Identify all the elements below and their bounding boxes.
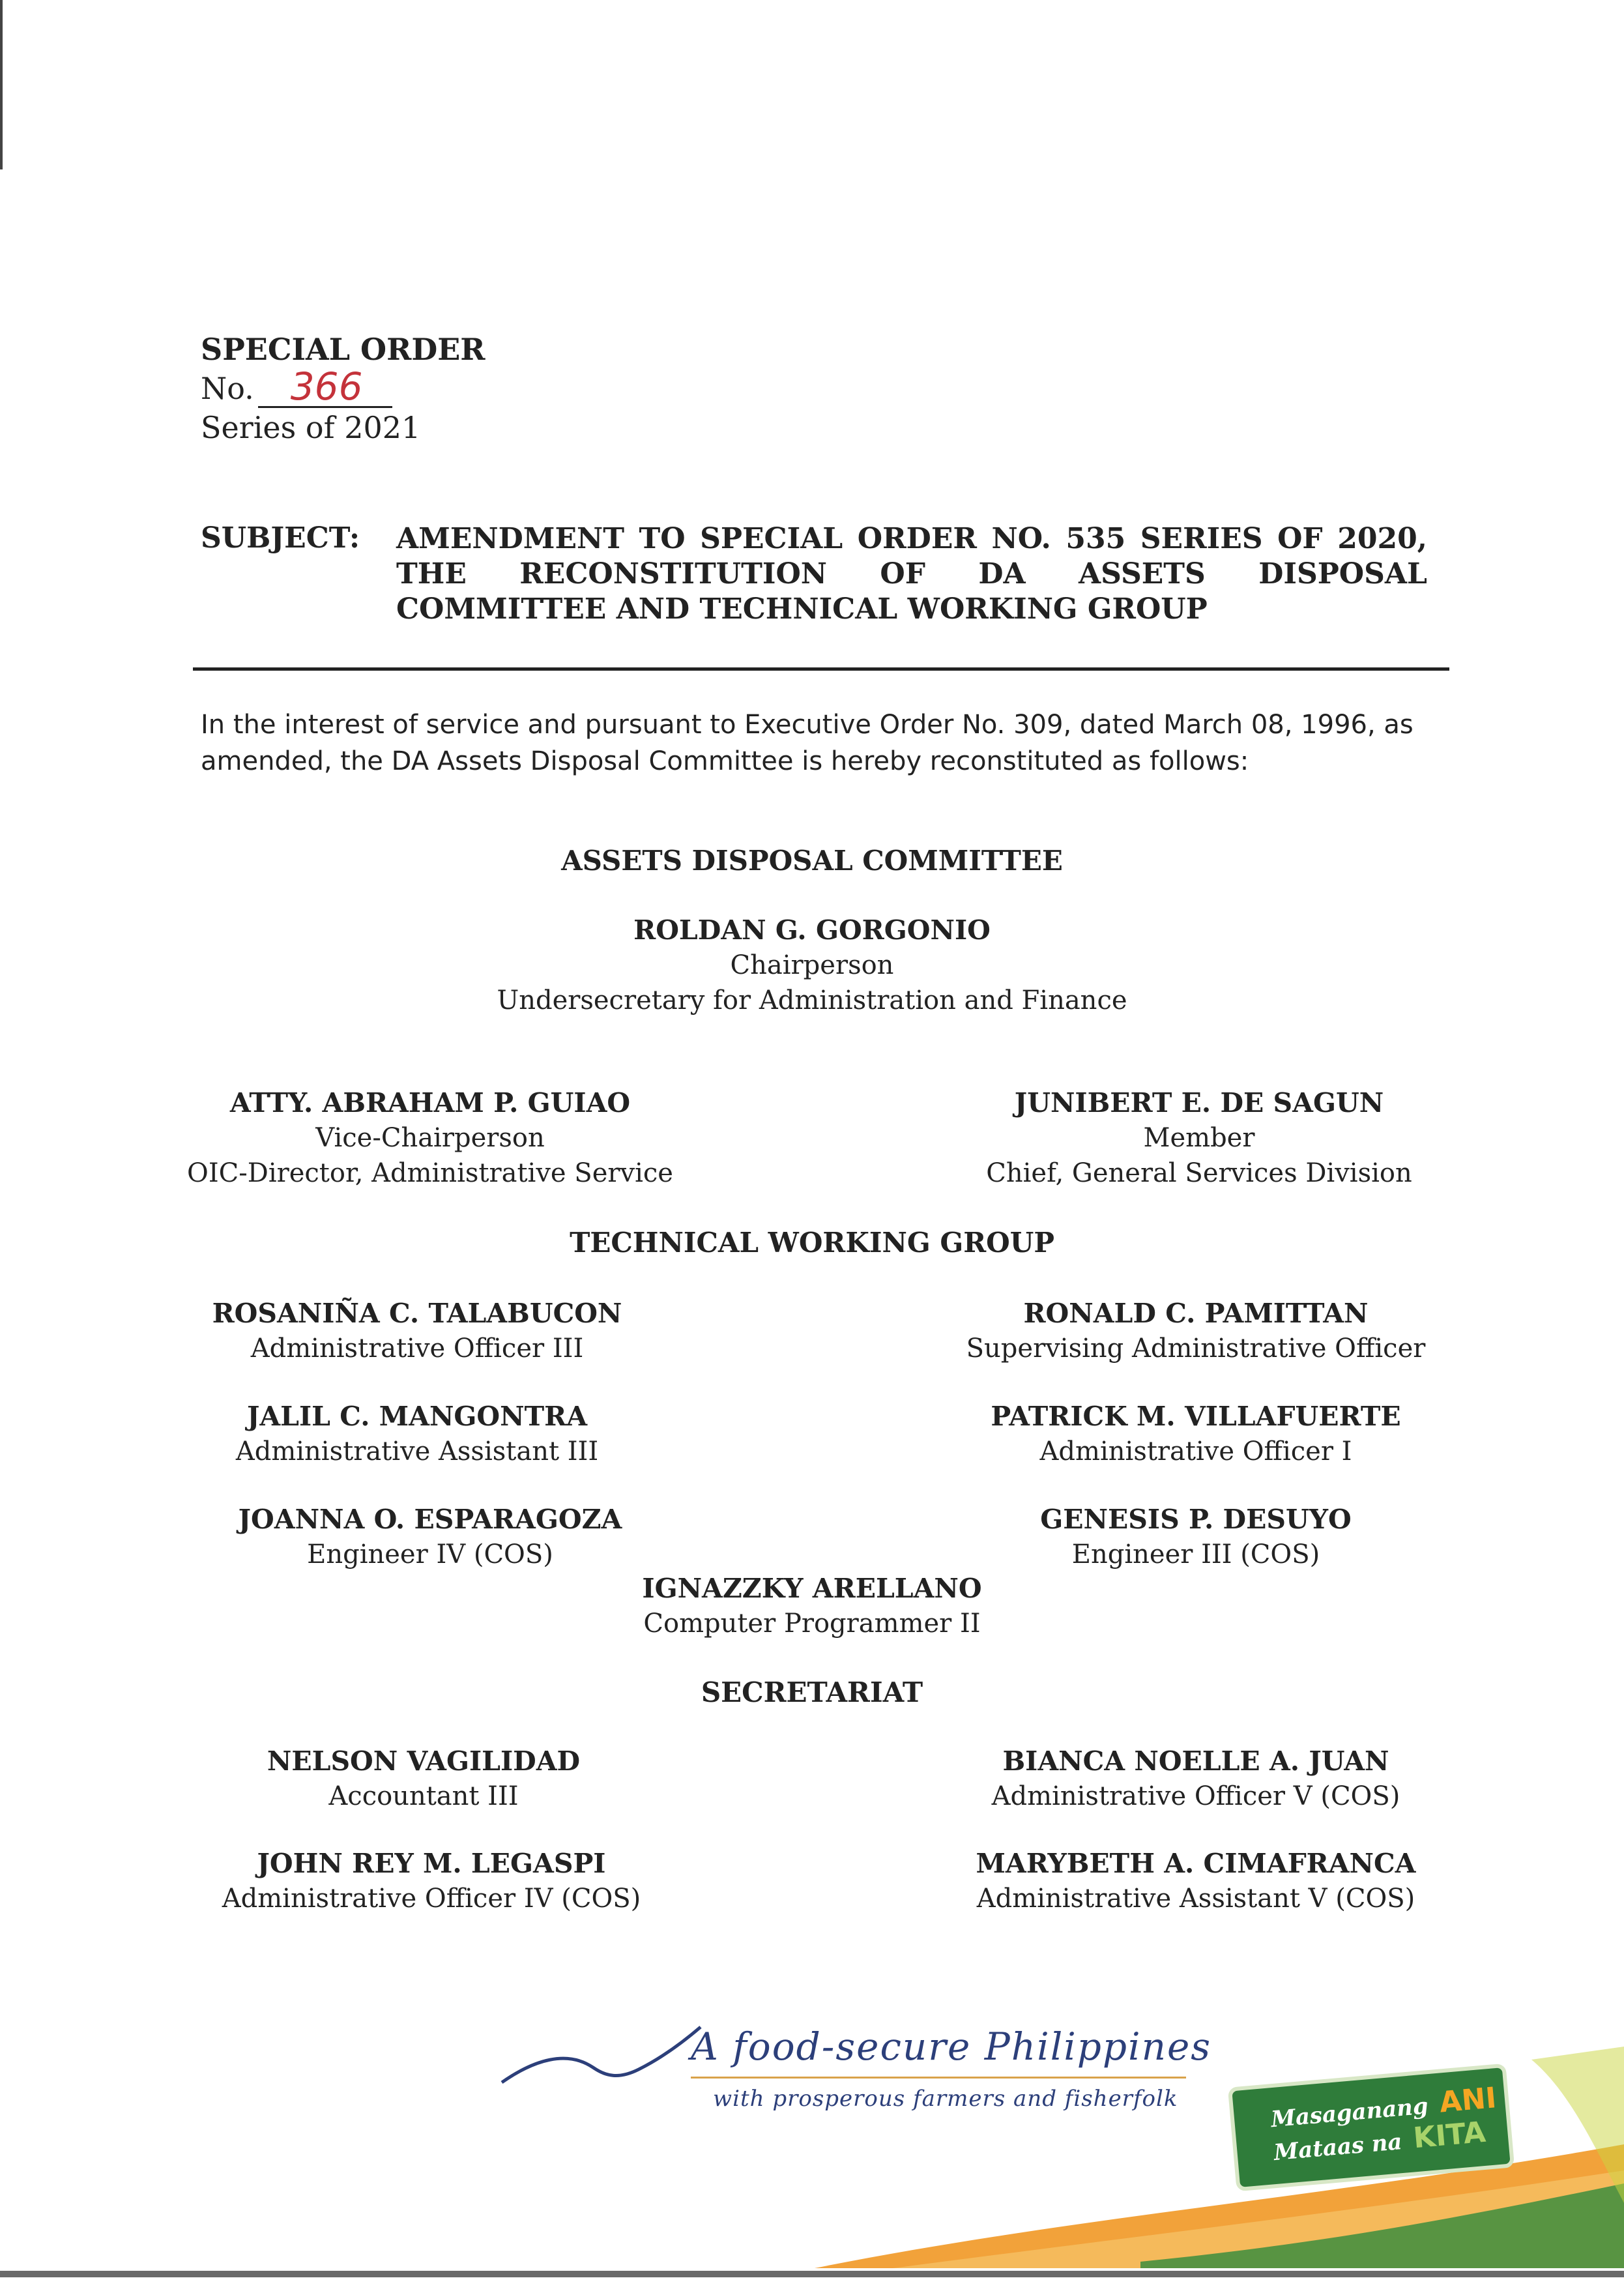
member-position: Chief, General Services Division	[986, 1158, 1412, 1188]
vice-chair-role: Vice-Chairperson	[315, 1123, 545, 1153]
vice-chair-block	[169, 1085, 691, 1191]
twg-member-name: RONALD C. PAMITTAN	[1023, 1298, 1369, 1329]
order-number-handwritten: 366	[290, 364, 363, 409]
order-title: SPECIAL ORDER	[201, 332, 486, 367]
twg-member	[551, 1571, 1073, 1641]
secretariat-member-position: Accountant III	[328, 1781, 519, 1811]
twg-member	[169, 1502, 691, 1572]
vice-chair-position: OIC-Director, Administrative Service	[187, 1158, 673, 1188]
twg-member-position: Administrative Assistant III	[235, 1437, 599, 1467]
footer-tagline: A food-secure Philippines	[691, 2024, 1212, 2069]
secretariat-member-position: Administrative Assistant V (COS)	[976, 1884, 1415, 1914]
twg-member-position: Computer Programmer II	[643, 1609, 981, 1639]
secretariat-member-name: JOHN REY M. LEGASPI	[257, 1848, 606, 1879]
vice-chair-name: ATTY. ABRAHAM P. GUIAO	[229, 1087, 631, 1118]
chairperson-role: Chairperson	[730, 950, 894, 980]
chairperson-block	[421, 912, 1203, 1018]
twg-member-name: JOANNA O. ESPARAGOZA	[238, 1504, 622, 1535]
committee-title: ASSETS DISPOSAL COMMITTEE	[561, 845, 1063, 877]
twg-member	[156, 1399, 678, 1469]
member-name: JUNIBERT E. DE SAGUN	[1014, 1087, 1384, 1118]
order-number	[201, 364, 486, 409]
subject-label: SUBJECT:	[201, 521, 360, 555]
subject-text: AMENDMENT TO SPECIAL ORDER NO. 535 SERIES OF 2020, THE RECONSTITUTION OF DA ASSETS DISPOSAL COMMITTEE AND TECHNICAL WORKING GROUP	[396, 522, 1427, 626]
member-block	[938, 1085, 1460, 1191]
twg-member	[156, 1296, 678, 1366]
secretariat-member-position: Administrative Officer IV (COS)	[222, 1884, 641, 1914]
tagline-swoosh-icon	[495, 2021, 704, 2092]
twg-member-position: Administrative Officer I	[1039, 1437, 1352, 1467]
twg-member-name: GENESIS P. DESUYO	[1040, 1504, 1352, 1535]
twg-title: TECHNICAL WORKING GROUP	[570, 1227, 1054, 1259]
twg-member	[935, 1296, 1457, 1366]
twg-member	[935, 1399, 1457, 1469]
twg-member-name: ROSANIÑA C. TALABUCON	[212, 1298, 622, 1329]
twg-member-position: Engineer IV (COS)	[307, 1539, 553, 1569]
member-role: Member	[1143, 1123, 1255, 1153]
twg-member-position: Supervising Administrative Officer	[966, 1334, 1426, 1364]
twg-member-position: Administrative Officer III	[250, 1334, 584, 1364]
twg-member-name: JALIL C. MANGONTRA	[246, 1401, 588, 1432]
secretariat-member-name: BIANCA NOELLE A. JUAN	[1002, 1745, 1389, 1777]
secretariat-member	[163, 1744, 684, 1814]
order-header	[201, 330, 486, 447]
secretariat-member-name: MARYBETH A. CIMAFRANCA	[976, 1848, 1416, 1879]
badge-line1: Masaganang	[1269, 2093, 1430, 2133]
scan-edge-bottom	[0, 2271, 1624, 2277]
secretariat-member	[171, 1846, 692, 1916]
secretariat-member-name: NELSON VAGILIDAD	[267, 1745, 581, 1777]
secretariat-member	[935, 1744, 1457, 1814]
twg-member	[935, 1502, 1457, 1572]
order-number-label: No.	[201, 371, 254, 406]
order-series: Series of 2021	[201, 410, 421, 445]
chairperson-position: Undersecretary for Administration and Finance	[497, 985, 1127, 1015]
secretariat-title: SECRETARIAT	[701, 1676, 923, 1708]
twg-member-name: IGNAZZKY ARELLANO	[642, 1573, 982, 1604]
badge-line2: Mataas na	[1273, 2129, 1404, 2167]
chairperson-name: ROLDAN G. GORGONIO	[633, 914, 991, 946]
scan-edge-left	[0, 0, 3, 169]
order-number-line	[258, 364, 392, 409]
badge-kita: KITA	[1412, 2115, 1487, 2155]
secretariat-member-position: Administrative Officer V (COS)	[991, 1781, 1400, 1811]
subject-divider	[193, 667, 1449, 671]
twg-member-position: Engineer III (COS)	[1071, 1539, 1320, 1569]
twg-member-name: PATRICK M. VILLAFUERTE	[991, 1401, 1401, 1432]
secretariat-member	[935, 1846, 1457, 1916]
badge-ani: ANI	[1438, 2081, 1498, 2120]
intro-paragraph: In the interest of service and pursuant to Executive Order No. 309, dated March 08, 1996, as amended, the DA Assets Disposal Committee is hereby reconstituted as follows:	[201, 710, 1414, 776]
footer-subtagline: with prosperous farmers and fisherfolk	[713, 2086, 1178, 2112]
